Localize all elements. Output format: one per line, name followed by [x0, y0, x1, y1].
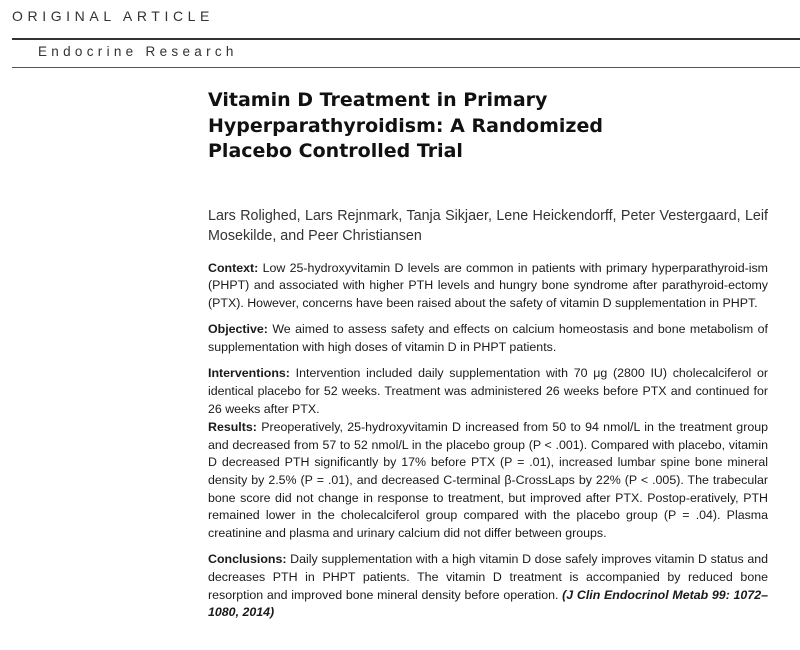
- abstract-objective: [208, 321, 768, 356]
- header-rule: [12, 38, 800, 40]
- subheader-rule: [12, 67, 800, 68]
- abstract-text: Preoperatively, 25-hydroxyvitamin D increased from 50 to 94 nmol/L in the treatment group and decreased from 57 to 52 nmol/L in the placebo group (P < .001). Compared with placebo, vitamin D decreased PTH significantly by 17% before PTX (P = .01), increased lumbar spine bone mineral density by 2.5% (P = .01), and decreased C-terminal β-CrossLaps by 22% (P < .005). The trabecular bone score did not change in response to treatment, but improved after PTX. Postop-eratively, PTH remained lower in the cholecalciferol group compared with the placebo group (P = .04). Plasma creatinine and plasma and urinary calcium did not differ between groups.: [208, 420, 768, 540]
- abstract-heading: Objective:: [208, 322, 268, 337]
- abstract-conclusions: [208, 551, 768, 621]
- abstract-interventions: [208, 365, 768, 418]
- abstract-text: Low 25-hydroxyvitamin D levels are common in patients with primary hyperparathyroid-ism (PHPT) and associated with higher PTH levels and hungry bone syndrome after parathyroid-ectomy (PTX). However, concerns have been raised about the safety of vitamin D supplementation in PHPT.: [208, 260, 768, 310]
- abstract-context: [208, 260, 768, 313]
- article-column: [208, 88, 768, 631]
- subsection-label: Endocrine Research: [38, 44, 238, 59]
- journal-citation: (J Clin Endocrinol Metab 99: 1072–1080, 2014): [208, 587, 768, 620]
- abstract-results: [208, 419, 768, 542]
- abstract-text: Daily supplementation with a high vitamin D dose safely improves vitamin D status and decreases PTH in PHPT patients. The vitamin D treatment is accompanied by reduced bone resorption and improved bone mineral density before operation.: [208, 552, 768, 602]
- author-list: Lars Rolighed, Lars Rejnmark, Tanja Sikjaer, Lene Heickendorff, Peter Vestergaard, Leif Mosekilde, and Peer Christiansen: [208, 207, 768, 244]
- abstract-heading: Conclusions:: [208, 552, 287, 567]
- article-title: Vitamin D Treatment in Primary Hyperparathyroidism: A Randomized Placebo Controlled Trial: [208, 89, 603, 162]
- abstract-text: We aimed to assess safety and effects on calcium homeostasis and bone metabolism of supplementation with high doses of vitamin D in PHPT patients.: [208, 322, 768, 354]
- abstract: [208, 260, 768, 622]
- abstract-heading: Results:: [208, 420, 257, 435]
- abstract-text: Intervention included daily supplementation with 70 μg (2800 IU) cholecalciferol or identical placebo for 52 weeks. Treatment was administered 26 weeks before PTX and continued for 26 weeks after PTX.: [208, 366, 768, 416]
- abstract-heading: Interventions:: [208, 366, 290, 381]
- abstract-heading: Context:: [208, 260, 259, 275]
- section-label: ORIGINAL ARTICLE: [12, 8, 214, 24]
